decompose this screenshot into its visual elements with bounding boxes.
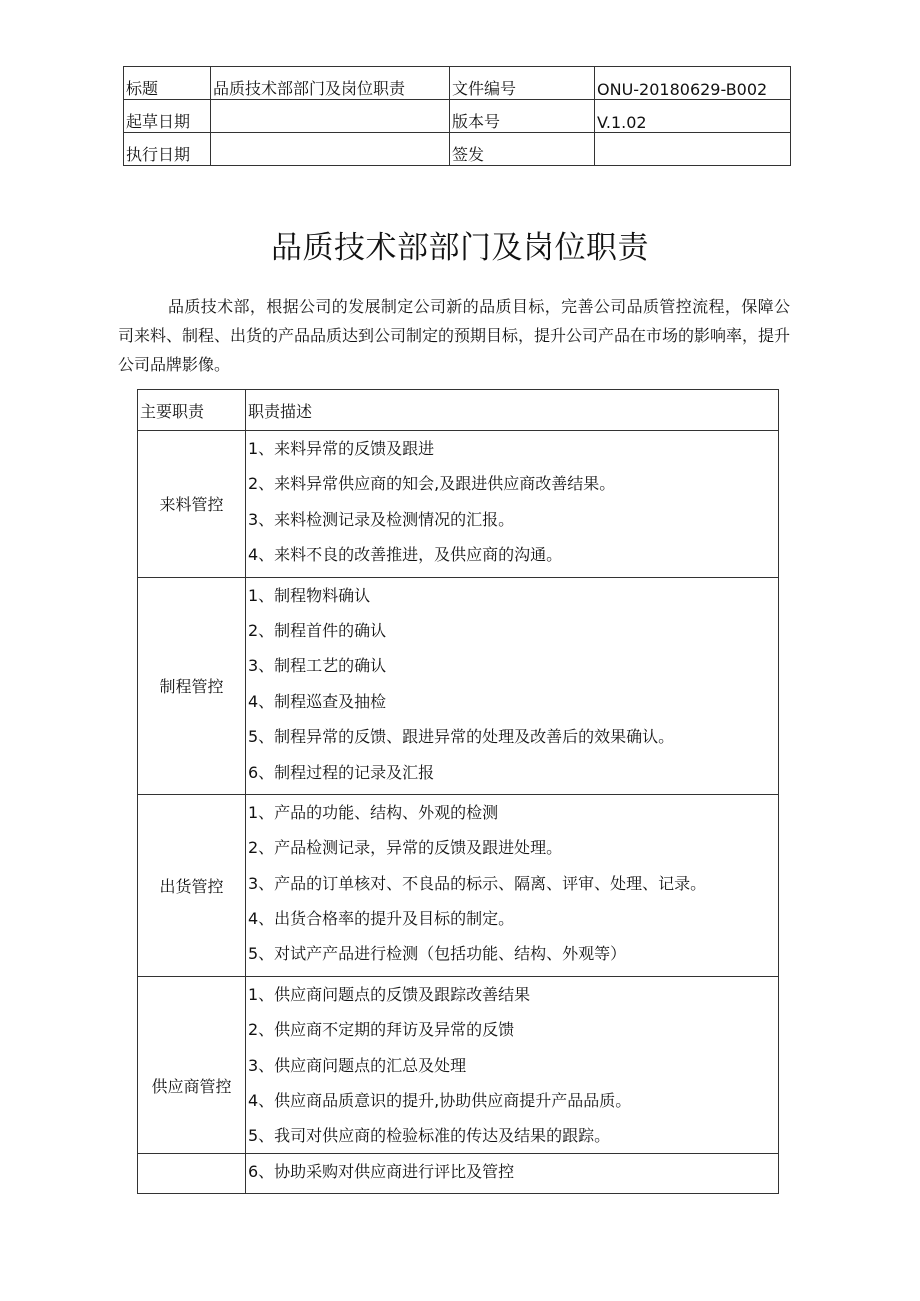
info-value xyxy=(595,133,791,166)
responsibility-category: 来料管控 xyxy=(138,431,246,578)
responsibility-item: 4、出货合格率的提升及目标的制定。 xyxy=(248,909,515,929)
info-value: 品质技术部部门及岗位职责 xyxy=(211,67,450,100)
info-label: 文件编号 xyxy=(450,67,595,100)
responsibility-category: 出货管控 xyxy=(138,794,246,976)
responsibility-item: 3、来料检测记录及检测情况的汇报。 xyxy=(248,509,515,529)
responsibility-item: 4、供应商品质意识的提升,协助供应商提升产品品质。 xyxy=(248,1091,632,1111)
info-row xyxy=(124,100,791,133)
table-header-row xyxy=(138,390,779,431)
responsibility-item: 5、制程异常的反馈、跟进异常的处理及改善后的效果确认。 xyxy=(248,727,675,747)
responsibility-item: 3、制程工艺的确认 xyxy=(248,656,387,676)
responsibility-item: 4、制程巡查及抽检 xyxy=(248,691,387,711)
responsibility-item: 5、对试产产品进行检测（包括功能、结构、外观等） xyxy=(248,944,627,964)
responsibility-row xyxy=(138,431,779,578)
responsibility-item: 1、来料异常的反馈及跟进 xyxy=(248,439,435,458)
info-label: 签发 xyxy=(450,133,595,166)
responsibility-item: 4、来料不良的改善推进，及供应商的沟通。 xyxy=(248,545,563,565)
responsibility-item: 6、协助采购对供应商进行评比及管控 xyxy=(248,1161,515,1181)
responsibility-row xyxy=(138,976,779,1193)
info-label: 执行日期 xyxy=(124,133,211,166)
responsibility-item: 1、制程物料确认 xyxy=(248,585,371,605)
document-info-table xyxy=(123,66,791,166)
responsibility-item: 5、我司对供应商的检验标准的传达及结果的跟踪。 xyxy=(248,1126,611,1146)
responsibility-item: 1、供应商问题点的反馈及跟踪改善结果 xyxy=(248,984,531,1004)
responsibility-item: 2、来料异常供应商的知会,及跟进供应商改善结果。 xyxy=(248,474,616,494)
info-label: 起草日期 xyxy=(124,100,211,133)
responsibility-items xyxy=(246,976,779,1193)
responsibility-row xyxy=(138,794,779,976)
info-value: V.1.02 xyxy=(595,100,791,133)
responsibility-items xyxy=(246,431,779,578)
responsibility-item: 2、制程首件的确认 xyxy=(248,620,387,640)
responsibility-category: 制程管控 xyxy=(138,577,246,794)
responsibility-category: 供应商管控 xyxy=(138,976,246,1193)
info-row xyxy=(124,67,791,100)
responsibility-items xyxy=(246,577,779,794)
info-label: 标题 xyxy=(124,67,211,100)
responsibility-item: 6、制程过程的记录及汇报 xyxy=(248,762,435,782)
responsibility-item: 2、供应商不定期的拜访及异常的反馈 xyxy=(248,1020,515,1040)
responsibility-item: 3、供应商问题点的汇总及处理 xyxy=(248,1055,467,1075)
intro-paragraph: 品质技术部，根据公司的发展制定公司新的品质目标，完善公司品质管控流程，保障公司来料、制程、出货的产品品质达到公司制定的预期目标，提升公司产品在市场的影响率，提升公司品牌影像。 xyxy=(118,297,791,374)
responsibility-item: 2、产品检测记录，异常的反馈及跟进处理。 xyxy=(248,838,563,858)
responsibility-item: 1、产品的功能、结构、外观的检测 xyxy=(248,802,499,822)
info-value: ONU-20180629-B002 xyxy=(595,67,791,100)
responsibilities-table-container xyxy=(137,389,778,1181)
info-value xyxy=(211,133,450,166)
responsibilities-table xyxy=(137,389,779,1194)
info-label: 版本号 xyxy=(450,100,595,133)
info-row xyxy=(124,133,791,166)
responsibility-items xyxy=(246,794,779,976)
responsibility-row xyxy=(138,577,779,794)
column-header-category: 主要职责 xyxy=(138,390,246,431)
page-title: 品质技术部部门及岗位职责 xyxy=(271,230,649,266)
info-value xyxy=(211,100,450,133)
responsibility-item: 3、产品的订单核对、不良品的标示、隔离、评审、处理、记录。 xyxy=(248,873,707,893)
column-header-description: 职责描述 xyxy=(246,390,779,431)
responsibilities-body xyxy=(138,431,779,1194)
